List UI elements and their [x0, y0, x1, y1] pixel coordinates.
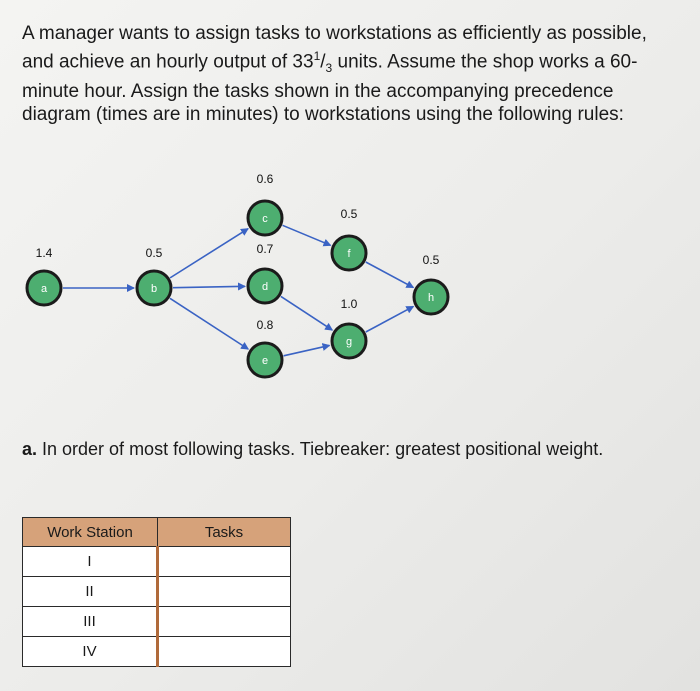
- task-node-h: [414, 253, 448, 314]
- arrow-g-to-h: [366, 306, 414, 332]
- task-time-label: 0.5: [422, 253, 440, 267]
- problem-statement: [22, 22, 682, 126]
- task-node-f: [332, 207, 366, 270]
- problem-text-after: units. Assume the shop works a 60-minute hour. Assign the tasks shown in the accompanying precedence diagram (times are in minutes) to workstations using the following rules:: [22, 51, 638, 126]
- table-row: [23, 577, 291, 607]
- table-header-row: [23, 518, 291, 547]
- arrow-b-to-d: [173, 286, 245, 287]
- tasks-input-cell[interactable]: [158, 577, 291, 607]
- task-node-label: e: [261, 355, 269, 367]
- task-node-label: g: [345, 336, 353, 348]
- task-time-label: 0.6: [256, 172, 274, 186]
- task-node-d: [248, 242, 282, 303]
- task-node-label: c: [262, 213, 268, 225]
- task-time-label: 1.0: [340, 297, 358, 311]
- task-node-label: a: [40, 283, 48, 295]
- task-node-c: [248, 172, 282, 235]
- task-node-label: h: [427, 292, 435, 304]
- task-node-label: d: [261, 281, 269, 293]
- task-node-a: [27, 246, 61, 305]
- question-a: [22, 438, 662, 461]
- station-cell: II: [23, 577, 158, 607]
- workstation-table: [22, 517, 291, 667]
- header-work-station: Work Station: [23, 518, 158, 547]
- tasks-input-cell[interactable]: [158, 637, 291, 667]
- table-row: [23, 637, 291, 667]
- task-node-label: f: [347, 248, 351, 260]
- arrow-d-to-g: [281, 296, 332, 330]
- arrow-c-to-f: [283, 225, 331, 245]
- question-marker: a.: [22, 439, 38, 459]
- table-row: [23, 607, 291, 637]
- arrow-e-to-g: [284, 345, 330, 355]
- task-node-e: [248, 318, 282, 377]
- station-cell: I: [23, 547, 158, 577]
- precedence-diagram: [0, 165, 700, 415]
- tasks-input-cell[interactable]: [158, 547, 291, 577]
- task-time-label: 1.4: [35, 246, 53, 260]
- task-node-b: [137, 246, 171, 305]
- tasks-input-cell[interactable]: [158, 607, 291, 637]
- task-time-label: 0.5: [145, 246, 163, 260]
- station-cell: IV: [23, 637, 158, 667]
- arrow-b-to-c: [170, 229, 248, 278]
- fraction-numerator: 1: [313, 49, 321, 63]
- task-time-label: 0.7: [256, 242, 274, 256]
- station-cell: III: [23, 607, 158, 637]
- diagram-nodes: [27, 172, 448, 377]
- fraction-denominator: 3: [325, 61, 333, 76]
- task-node-label: b: [150, 283, 158, 295]
- question-text: In order of most following tasks. Tiebreaker: greatest positional weight.: [37, 439, 604, 459]
- arrow-b-to-e: [170, 298, 248, 349]
- header-tasks: Tasks: [158, 518, 291, 547]
- table-row: [23, 547, 291, 577]
- task-time-label: 0.8: [256, 318, 274, 332]
- arrow-f-to-h: [366, 262, 414, 288]
- fraction-slash: /: [320, 51, 326, 73]
- task-time-label: 0.5: [340, 207, 358, 221]
- task-node-g: [332, 297, 366, 358]
- problem-text-before: A manager wants to assign tasks to workstations as efficiently as possible, and achieve an hourly output of 33: [22, 23, 647, 73]
